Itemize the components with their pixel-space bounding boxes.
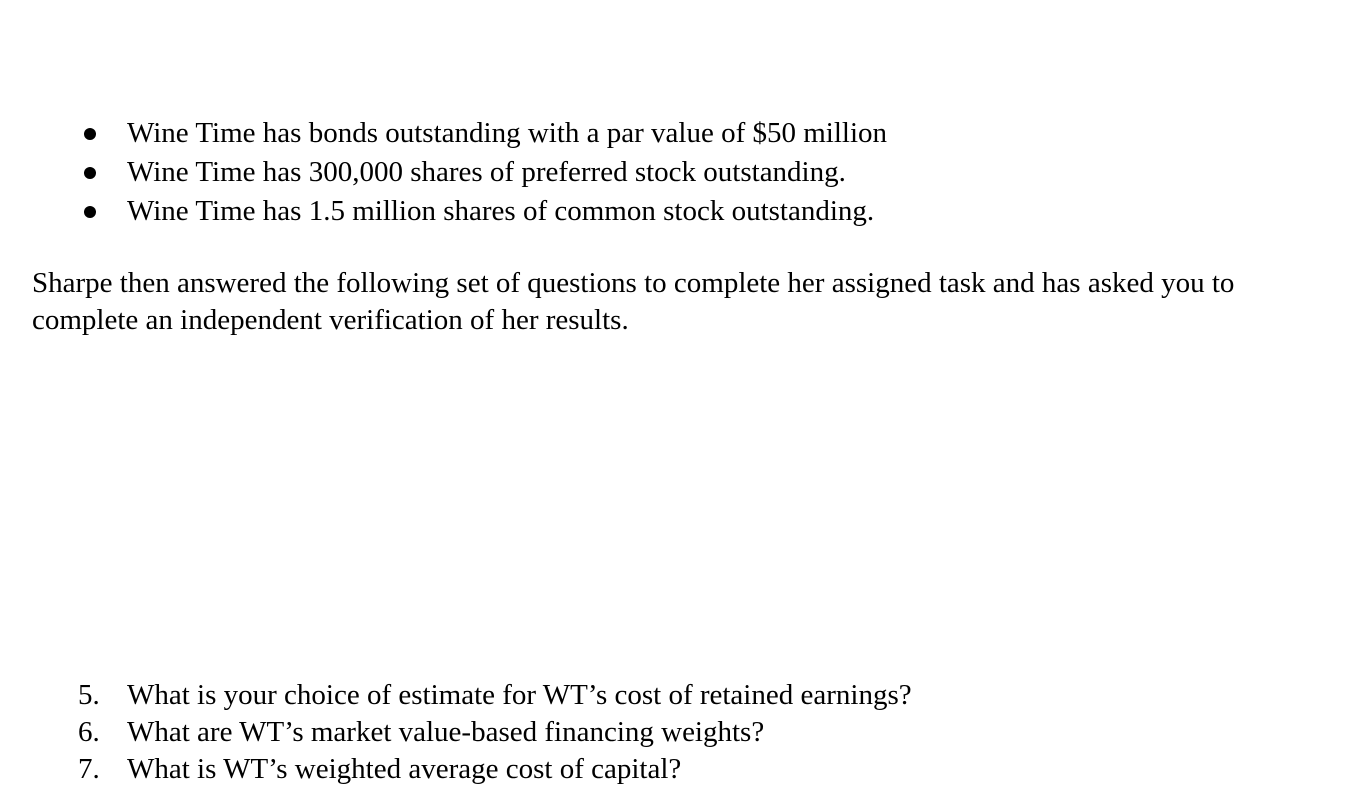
bullet-icon [84, 206, 96, 218]
question-number: 7. [78, 753, 100, 785]
bullet-icon [84, 167, 96, 179]
bullet-text: Wine Time has 300,000 shares of preferred stock outstanding. [127, 156, 846, 188]
body-paragraph: Sharpe then answered the following set of questions to complete her assigned task and has asked you to complete an independent verification of her results. [32, 267, 1235, 336]
question-text: What is WT’s weighted average cost of capital? [127, 753, 682, 785]
question-text: What is your choice of estimate for WT’s cost of retained earnings? [127, 679, 912, 711]
bullet-text: Wine Time has bonds outstanding with a par value of $50 million [127, 117, 888, 149]
question-number: 6. [78, 716, 100, 748]
bullet-icon [84, 128, 96, 140]
question-text: What are WT’s market value-based financing weights? [127, 716, 765, 748]
question-number: 5. [78, 679, 100, 711]
bullet-text: Wine Time has 1.5 million shares of common stock outstanding. [127, 195, 875, 227]
